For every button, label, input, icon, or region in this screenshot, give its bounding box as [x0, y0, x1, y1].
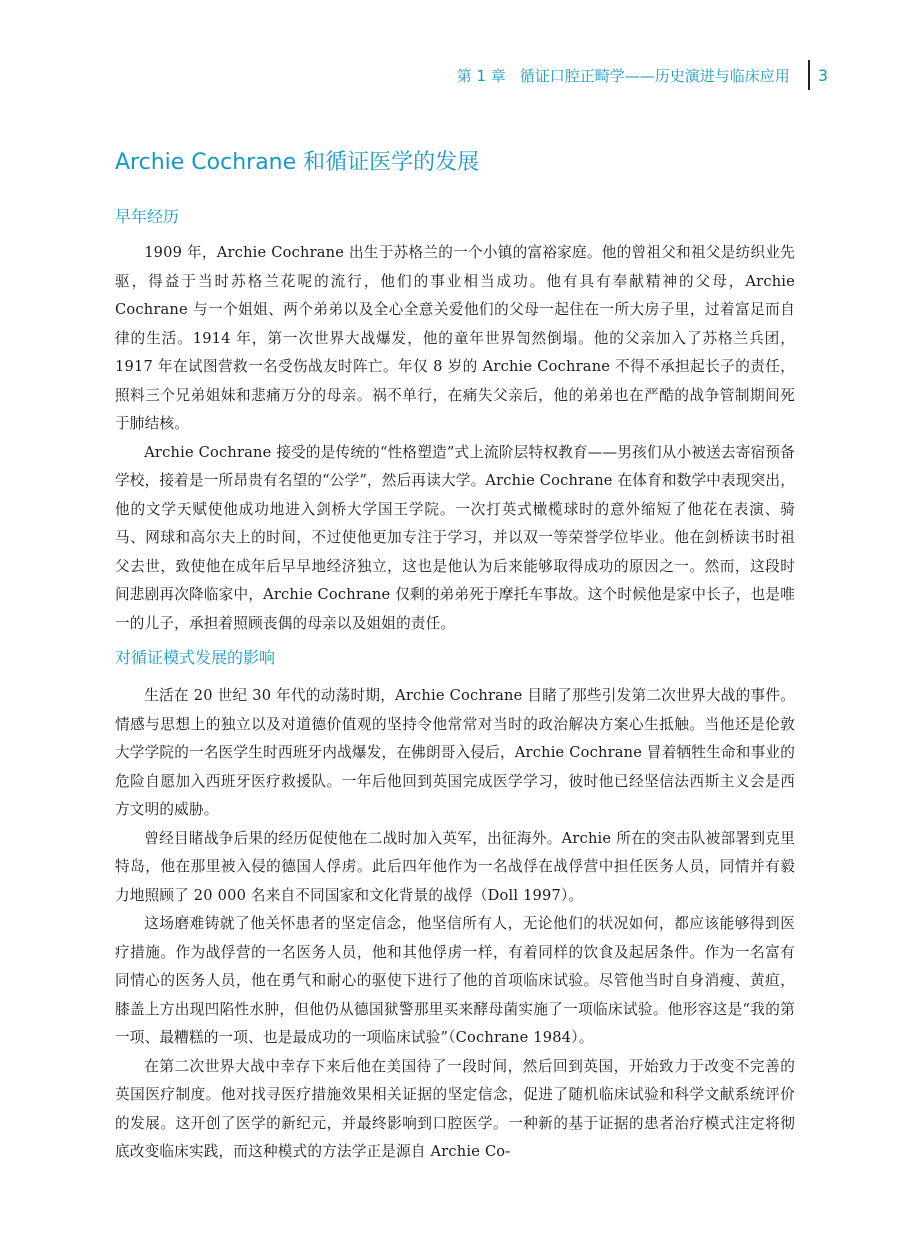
paragraph: 1909 年，Archie Cochrane 出生于苏格兰的一个小镇的富裕家庭。他的曾祖父和祖父是纺织业先驱，得益于当时苏格兰花呢的流行，他们的事业相当成功。他有具有奉献精神的父母，Archie Cochrane 与一个姐姐、两个弟弟以及全心全意关爱他们的父母一起住在一所大房子里，过着富足而自律的生活。1914 年，第一次世界大战爆发，他的童年世界訇然倒塌。他的父亲加入了苏格兰兵团，1917 年在试图营救一名受伤战友时阵亡。年仅 8 岁的 Archie Cochrane 不得不承担起长子的责任，照料三个兄弟姐妹和悲痛万分的母亲。祸不单行，在痛失父亲后，他的弟弟也在严酷的战争管制期间死于肺结核。 [115, 244, 795, 432]
paragraph: 生活在 20 世纪 30 年代的动荡时期，Archie Cochrane 目睹了那些引发第二次世界大战的事件。情感与思想上的独立以及对道德价值观的坚持令他常常对当时的政治解决方案心生抵触。当他还是伦敦大学学院的一名医学生时西班牙内战爆发，在佛朗哥入侵后，Archie Cochrane 冒着牺牲生命和事业的危险自愿加入西班牙医疗救援队。一年后他回到英国完成医学学习，彼时他已经坚信法西斯主义会是西方文明的威胁。 [115, 687, 795, 818]
header-divider [808, 60, 810, 90]
paragraph: Archie Cochrane 接受的是传统的“性格塑造”式上流阶层特权教育——男孩们从小被送去寄宿预备学校，接着是一所昂贵有名望的“公学”，然后再读大学。Archie Cochrane 在体育和数学中表现突出，他的文学天赋使他成功地进入剑桥大学国王学院。一次打英式橄榄球时的意外缩短了他花在表演、骑马、网球和高尔夫上的时间，不过使他更加专注于学习，并以双一等荣誉学位毕业。他在剑桥读书时祖父去世，致使他在成年后早早地经济独立，这也是他认为后来能够取得成功的原因之一。然而，这段时间悲剧再次降临家中，Archie Cochrane 仅剩的弟弟死于摩托车事故。这个时候他是家中长子，也是唯一的儿子，承担着照顾丧偶的母亲以及姐姐的责任。 [115, 443, 796, 632]
subsection-title-early-life: 早年经历 [115, 207, 180, 226]
chapter-title: 循证口腔正畸学——历史演进与临床应用 [519, 66, 790, 85]
paragraph: 在第二次世界大战中幸存下来后他在美国待了一段时间，然后回到英国，开始致力于改变不完善的英国医疗制度。他对找寻医疗措施效果相关证据的坚定信念，促进了随机临床试验和科学文献系统评价的发展。这开创了医学的新纪元，并最终影响到口腔医学。一种新的基于证据的患者治疗模式注定将彻底改变临床实践，而这种模式的方法学正是源自 Archie Co- [115, 1057, 795, 1160]
page-content [115, 145, 795, 1167]
paragraph: 曾经目睹战争后果的经历促使他在二战时加入英军，出征海外。Archie 所在的突击队被部署到克里特岛，他在那里被入侵的德国人俘虏。此后四年他作为一名战俘在战俘营中担任医务人员，同情并有毅力地照顾了 20 000 名来自不同国家和文化背景的战俘（Doll 1997）。 [115, 829, 795, 904]
paragraph: 这场磨难铸就了他关怀患者的坚定信念，他坚信所有人，无论他们的状况如何，都应该能够得到医疗措施。作为战俘营的一名医务人员，他和其他俘虏一样，有着同样的饮食及起居条件。作为一名富有同情心的医务人员，他在勇气和耐心的驱使下进行了他的首项临床试验。尽管他当时自身消瘦、黄疸，膝盖上方出现凹陷性水肿，但他仍从德国狱警那里买来酵母菌实施了一项临床试验。他形容这是“我的第一项、最糟糕的一项、也是最成功的一项临床试验”（Cochrane 1984）。 [115, 915, 795, 1046]
section-title: Archie Cochrane 和循证医学的发展 [115, 150, 480, 175]
subsection-title-influence: 对循证模式发展的影响 [115, 648, 276, 667]
chapter-label: 第 1 章 [456, 66, 506, 85]
page-number: 3 [817, 65, 828, 85]
running-header [457, 60, 828, 90]
